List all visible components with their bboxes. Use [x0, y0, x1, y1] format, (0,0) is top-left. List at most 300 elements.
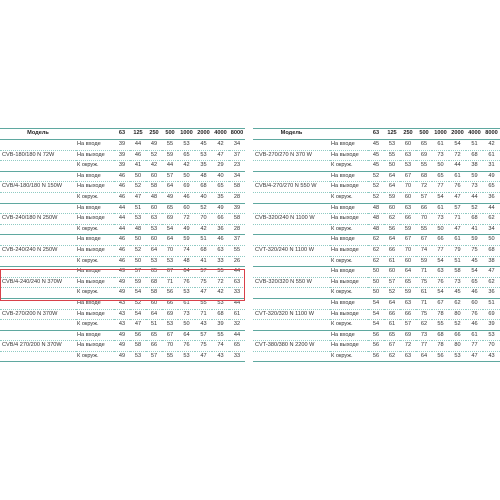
table-row	[253, 245, 500, 256]
sound-level-cell: 66	[146, 341, 162, 352]
sound-level-cell: 54	[466, 267, 483, 278]
sound-level-cell: 75	[466, 245, 483, 256]
sound-level-cell: 50	[130, 171, 146, 182]
sound-level-cell: 47	[130, 192, 146, 203]
sound-level-cell: 34	[483, 224, 500, 235]
sound-level-cell: 57	[130, 267, 146, 278]
model-cell: CVB/4 270/200 N 370W	[0, 341, 76, 352]
measurement-position-cell: На входе	[330, 267, 368, 278]
sound-level-cell: 55	[162, 351, 178, 362]
sound-level-cell: 61	[416, 288, 432, 299]
sound-level-cell: 67	[400, 235, 416, 246]
sound-level-cell: 71	[162, 277, 178, 288]
sound-level-cell: 47	[449, 192, 466, 203]
sound-level-cell: 72	[449, 150, 466, 161]
table-row	[0, 171, 245, 182]
sound-level-cell: 49	[114, 288, 130, 299]
sound-level-cell: 69	[162, 309, 178, 320]
sound-level-cell: 56	[432, 351, 449, 362]
sound-level-cell: 46	[114, 256, 130, 267]
sound-level-cell: 42	[212, 288, 229, 299]
sound-level-cell: 37	[229, 150, 245, 161]
freq-column-header: 1000	[178, 129, 195, 140]
sound-level-cell: 42	[212, 140, 229, 151]
sound-level-cell: 26	[229, 256, 245, 267]
measurement-position-cell: На входе	[76, 235, 114, 246]
sound-level-cell: 72	[212, 277, 229, 288]
sound-level-cell: 47	[130, 320, 146, 331]
sound-level-cell: 67	[162, 267, 178, 278]
sound-level-cell: 45	[368, 140, 384, 151]
sound-level-cell: 44	[114, 214, 130, 225]
sound-level-cell: 54	[130, 288, 146, 299]
sound-level-cell: 55	[416, 161, 432, 172]
model-column-header: Модель	[0, 129, 76, 140]
measurement-position-cell: К окруж.	[330, 161, 368, 172]
sound-level-cell: 61	[483, 150, 500, 161]
sound-level-cell: 36	[483, 288, 500, 299]
sound-level-cell: 56	[162, 288, 178, 299]
sound-level-cell: 49	[178, 224, 195, 235]
model-cell: CVT-320/240 N 1100 W	[253, 245, 330, 256]
measurement-position-cell: На входе	[330, 235, 368, 246]
model-cell: CVT-320/320 N 1100 W	[253, 309, 330, 320]
sound-level-cell: 45	[368, 150, 384, 161]
sound-level-cell: 69	[416, 150, 432, 161]
sound-level-cell: 68	[195, 245, 212, 256]
sound-level-cell: 67	[400, 171, 416, 182]
sound-level-cell: 55	[195, 298, 212, 309]
sound-level-cell: 53	[130, 214, 146, 225]
sound-level-cell: 46	[114, 235, 130, 246]
sound-level-cell: 36	[483, 192, 500, 203]
sound-level-cell: 77	[432, 245, 449, 256]
sound-level-cell: 54	[432, 256, 449, 267]
sound-level-cell: 42	[178, 161, 195, 172]
sound-level-cell: 54	[162, 224, 178, 235]
sound-level-cell: 76	[178, 341, 195, 352]
measurement-position-cell: К окруж.	[330, 288, 368, 299]
sound-level-cell: 78	[432, 341, 449, 352]
sound-level-cell: 72	[178, 214, 195, 225]
freq-column-header: 63	[114, 129, 130, 140]
sound-level-cell: 50	[483, 235, 500, 246]
measurement-position-cell: На выходе	[330, 245, 368, 256]
model-cell	[0, 351, 76, 362]
sound-level-cell: 46	[114, 171, 130, 182]
measurement-position-cell: На выходе	[330, 214, 368, 225]
sound-level-cell: 48	[146, 192, 162, 203]
sound-level-cell: 51	[130, 203, 146, 214]
model-cell	[253, 320, 330, 331]
sound-level-cell: 70	[400, 182, 416, 193]
sound-level-cell: 72	[400, 341, 416, 352]
model-cell	[0, 192, 76, 203]
sound-level-cell: 50	[130, 235, 146, 246]
measurement-position-cell: На выходе	[76, 214, 114, 225]
freq-column-header: 125	[384, 129, 400, 140]
sound-level-cell: 56	[368, 351, 384, 362]
sound-level-cell: 39	[229, 203, 245, 214]
measurement-position-cell: На входе	[330, 330, 368, 341]
table-row	[0, 235, 245, 246]
model-cell	[253, 288, 330, 299]
sound-level-cell: 66	[416, 203, 432, 214]
sound-level-cell: 68	[466, 150, 483, 161]
sound-level-cell: 63	[400, 351, 416, 362]
sound-level-cell: 67	[416, 235, 432, 246]
noise-table-right	[253, 128, 500, 362]
sound-level-cell: 55	[384, 150, 400, 161]
measurement-position-cell: К окруж.	[76, 320, 114, 331]
sound-level-cell: 57	[416, 192, 432, 203]
measurement-position-cell: К окруж.	[76, 161, 114, 172]
measurement-position-cell: На входе	[76, 140, 114, 151]
sound-level-cell: 51	[146, 320, 162, 331]
sound-level-cell: 66	[162, 298, 178, 309]
sound-level-cell: 56	[384, 224, 400, 235]
sound-level-cell: 39	[114, 150, 130, 161]
sound-level-cell: 74	[178, 245, 195, 256]
table-row	[0, 341, 245, 352]
model-cell: CVB-240/240 N 250W	[0, 245, 76, 256]
sound-level-cell: 67	[162, 330, 178, 341]
sound-level-cell: 65	[229, 341, 245, 352]
sound-level-cell: 49	[114, 341, 130, 352]
sound-level-cell: 48	[368, 224, 384, 235]
model-cell: CVB-320/320 N 550 W	[253, 277, 330, 288]
sound-level-cell: 70	[195, 214, 212, 225]
table-header-row	[253, 129, 500, 140]
sound-level-cell: 55	[212, 330, 229, 341]
freq-column-header: 2000	[449, 129, 466, 140]
sound-level-cell: 43	[483, 351, 500, 362]
sound-level-cell: 77	[466, 341, 483, 352]
sound-level-cell: 46	[466, 288, 483, 299]
measurement-position-cell: На выходе	[76, 150, 114, 161]
sound-level-cell: 75	[195, 277, 212, 288]
table-row	[0, 224, 245, 235]
sound-level-cell: 60	[384, 203, 400, 214]
sound-level-cell: 55	[162, 140, 178, 151]
sound-level-cell: 64	[178, 330, 195, 341]
sound-level-cell: 64	[384, 182, 400, 193]
sound-level-cell: 39	[483, 320, 500, 331]
sound-level-cell: 47	[483, 267, 500, 278]
table-row	[0, 330, 245, 341]
sound-level-cell: 58	[449, 267, 466, 278]
sound-level-cell: 48	[195, 171, 212, 182]
model-cell	[253, 235, 330, 246]
sound-level-cell: 53	[483, 330, 500, 341]
model-cell: CVB-240/180 N 250W	[0, 214, 76, 225]
sound-level-cell: 58	[229, 214, 245, 225]
sound-level-cell: 44	[114, 224, 130, 235]
sound-level-cell: 65	[483, 182, 500, 193]
sound-level-cell: 59	[130, 277, 146, 288]
table-row	[253, 150, 500, 161]
sound-level-cell: 52	[384, 288, 400, 299]
sound-level-cell: 43	[114, 309, 130, 320]
model-cell	[0, 267, 76, 278]
sound-level-cell: 42	[483, 140, 500, 151]
sound-level-cell: 62	[368, 235, 384, 246]
table-row	[0, 277, 245, 288]
sound-level-cell: 58	[146, 182, 162, 193]
sound-level-cell: 73	[449, 277, 466, 288]
sound-level-cell: 50	[432, 224, 449, 235]
sound-level-cell: 71	[416, 267, 432, 278]
sound-level-cell: 49	[146, 140, 162, 151]
freq-column-header: 63	[368, 129, 384, 140]
sound-level-cell: 64	[384, 171, 400, 182]
sound-level-cell: 63	[400, 298, 416, 309]
measurement-position-cell: К окруж.	[330, 256, 368, 267]
table-row	[0, 309, 245, 320]
sound-level-cell: 53	[212, 298, 229, 309]
sound-level-cell: 53	[178, 140, 195, 151]
sound-level-cell: 65	[162, 203, 178, 214]
freq-column-header: 250	[400, 129, 416, 140]
sound-level-cell: 59	[466, 171, 483, 182]
sound-level-cell: 63	[229, 277, 245, 288]
model-cell	[253, 330, 330, 341]
sound-level-cell: 52	[130, 245, 146, 256]
table-row	[253, 341, 500, 352]
table-row	[0, 267, 245, 278]
table-row	[0, 288, 245, 299]
sound-level-cell: 53	[146, 224, 162, 235]
sound-level-cell: 57	[162, 171, 178, 182]
sound-level-cell: 54	[130, 309, 146, 320]
sound-level-cell: 55	[432, 320, 449, 331]
sound-level-cell: 53	[130, 351, 146, 362]
sound-level-cell: 38	[466, 161, 483, 172]
table-row	[253, 171, 500, 182]
sound-level-cell: 68	[466, 214, 483, 225]
sound-level-cell: 59	[162, 150, 178, 161]
sound-level-cell: 65	[416, 140, 432, 151]
measurement-position-cell: На выходе	[76, 245, 114, 256]
model-cell	[0, 140, 76, 151]
model-cell	[253, 351, 330, 362]
table-row	[253, 140, 500, 151]
sound-level-cell: 65	[466, 277, 483, 288]
sound-level-cell: 53	[146, 256, 162, 267]
sound-level-cell: 54	[449, 140, 466, 151]
model-cell	[253, 224, 330, 235]
freq-column-header: 125	[130, 129, 146, 140]
table-row	[253, 224, 500, 235]
sound-level-cell: 70	[483, 341, 500, 352]
table-row	[253, 256, 500, 267]
sound-level-cell: 61	[432, 203, 449, 214]
model-cell: CVB/4-180/180 N 150W	[0, 182, 76, 193]
sound-level-cell: 77	[432, 182, 449, 193]
sound-level-cell: 52	[130, 182, 146, 193]
sound-level-cell: 34	[229, 140, 245, 151]
sound-level-cell: 60	[466, 298, 483, 309]
sound-level-cell: 47	[449, 224, 466, 235]
sound-level-cell: 48	[368, 214, 384, 225]
table-header-row	[0, 129, 245, 140]
sound-level-cell: 62	[384, 214, 400, 225]
sound-level-cell: 45	[466, 256, 483, 267]
sound-level-cell: 44	[449, 161, 466, 172]
sound-level-cell: 69	[400, 330, 416, 341]
sound-level-cell: 57	[146, 351, 162, 362]
sound-level-cell: 64	[384, 298, 400, 309]
sound-level-cell: 59	[466, 235, 483, 246]
sound-level-cell: 63	[146, 214, 162, 225]
sound-level-cell: 53	[162, 320, 178, 331]
sound-level-cell: 46	[130, 150, 146, 161]
freq-column-header: 8000	[483, 129, 500, 140]
model-cell	[0, 330, 76, 341]
sound-level-cell: 53	[162, 256, 178, 267]
sound-level-cell: 78	[432, 309, 449, 320]
measurement-position-cell: На входе	[330, 298, 368, 309]
model-cell	[0, 320, 76, 331]
model-cell: CVB-270/270 N 370 W	[253, 150, 330, 161]
sound-level-cell: 73	[178, 309, 195, 320]
measurement-position-cell: На выходе	[76, 309, 114, 320]
sound-level-cell: 58	[130, 341, 146, 352]
sound-level-cell: 50	[130, 256, 146, 267]
sound-level-cell: 46	[114, 192, 130, 203]
sound-level-cell: 49	[114, 330, 130, 341]
sound-level-cell: 52	[449, 320, 466, 331]
sound-level-cell: 32	[229, 320, 245, 331]
sound-level-cell: 64	[146, 309, 162, 320]
sound-level-cell: 60	[146, 203, 162, 214]
position-column-header	[76, 129, 114, 140]
measurement-position-cell: На входе	[76, 267, 114, 278]
sound-level-cell: 66	[449, 330, 466, 341]
freq-column-header: 250	[146, 129, 162, 140]
model-cell	[0, 288, 76, 299]
measurement-position-cell: На входе	[76, 298, 114, 309]
sound-level-cell: 68	[146, 277, 162, 288]
sound-level-cell: 68	[195, 182, 212, 193]
sound-level-cell: 40	[212, 171, 229, 182]
model-cell	[0, 161, 76, 172]
model-cell	[0, 224, 76, 235]
measurement-position-cell: К окруж.	[76, 351, 114, 362]
sound-level-cell: 54	[368, 298, 384, 309]
sound-level-cell: 75	[416, 277, 432, 288]
sound-level-cell: 65	[146, 330, 162, 341]
sound-level-cell: 33	[212, 256, 229, 267]
sound-level-cell: 64	[400, 267, 416, 278]
model-cell	[0, 235, 76, 246]
table-row	[0, 140, 245, 151]
sound-level-cell: 56	[368, 330, 384, 341]
table-row	[0, 298, 245, 309]
model-cell: CVB/4-240/240 N 370W	[0, 277, 76, 288]
sound-level-cell: 61	[449, 171, 466, 182]
sound-level-cell: 62	[368, 245, 384, 256]
sound-level-cell: 33	[229, 288, 245, 299]
sound-level-cell: 41	[130, 161, 146, 172]
table-row	[253, 298, 500, 309]
sound-level-cell: 49	[114, 351, 130, 362]
table-row	[0, 161, 245, 172]
sound-level-cell: 50	[432, 161, 449, 172]
sound-level-cell: 41	[466, 224, 483, 235]
sound-level-cell: 28	[229, 224, 245, 235]
sound-level-cell: 65	[146, 267, 162, 278]
sound-level-cell: 53	[384, 140, 400, 151]
measurement-position-cell: На выходе	[330, 277, 368, 288]
position-column-header	[330, 129, 368, 140]
sound-level-cell: 66	[400, 309, 416, 320]
sound-level-cell: 52	[368, 192, 384, 203]
sound-level-cell: 62	[483, 277, 500, 288]
model-cell: CVB/4-270/270 N 550 W	[253, 182, 330, 193]
sound-level-cell: 36	[212, 224, 229, 235]
sound-level-cell: 56	[130, 330, 146, 341]
measurement-position-cell: На входе	[76, 203, 114, 214]
sound-level-cell: 52	[130, 298, 146, 309]
sound-level-cell: 76	[432, 277, 449, 288]
sound-level-cell: 48	[368, 203, 384, 214]
sound-level-cell: 39	[212, 320, 229, 331]
measurement-position-cell: К окруж.	[76, 192, 114, 203]
sound-level-cell: 76	[449, 182, 466, 193]
sound-level-cell: 57	[195, 267, 212, 278]
sound-level-cell: 60	[146, 298, 162, 309]
model-cell	[0, 203, 76, 214]
sound-level-cell: 62	[416, 320, 432, 331]
sound-level-cell: 73	[466, 182, 483, 193]
sound-level-cell: 48	[130, 224, 146, 235]
sound-level-cell: 68	[212, 309, 229, 320]
measurement-position-cell: К окруж.	[330, 192, 368, 203]
sound-level-cell: 46	[178, 192, 195, 203]
sound-level-cell: 60	[400, 192, 416, 203]
sound-level-cell: 52	[146, 150, 162, 161]
measurement-position-cell: На входе	[76, 171, 114, 182]
sound-level-cell: 44	[162, 161, 178, 172]
measurement-position-cell: К окруж.	[76, 224, 114, 235]
table-row	[253, 288, 500, 299]
table-row	[0, 320, 245, 331]
sound-level-cell: 29	[212, 161, 229, 172]
table-row	[0, 150, 245, 161]
freq-column-header: 1000	[432, 129, 449, 140]
sound-level-cell: 28	[229, 192, 245, 203]
sound-level-cell: 63	[400, 150, 416, 161]
sound-level-cell: 39	[114, 140, 130, 151]
sound-level-cell: 73	[432, 214, 449, 225]
measurement-position-cell: На выходе	[330, 309, 368, 320]
sound-level-cell: 44	[130, 140, 146, 151]
table-row	[253, 351, 500, 362]
table-row	[0, 182, 245, 193]
model-cell	[253, 140, 330, 151]
model-cell	[0, 171, 76, 182]
sound-level-cell: 54	[432, 192, 449, 203]
sound-level-cell: 42	[146, 161, 162, 172]
table-row	[253, 330, 500, 341]
sound-level-cell: 43	[195, 320, 212, 331]
measurement-position-cell: На входе	[330, 203, 368, 214]
measurement-position-cell: К окруж.	[330, 320, 368, 331]
sound-level-cell: 33	[229, 351, 245, 362]
sound-level-cell: 52	[466, 203, 483, 214]
table-row	[253, 309, 500, 320]
